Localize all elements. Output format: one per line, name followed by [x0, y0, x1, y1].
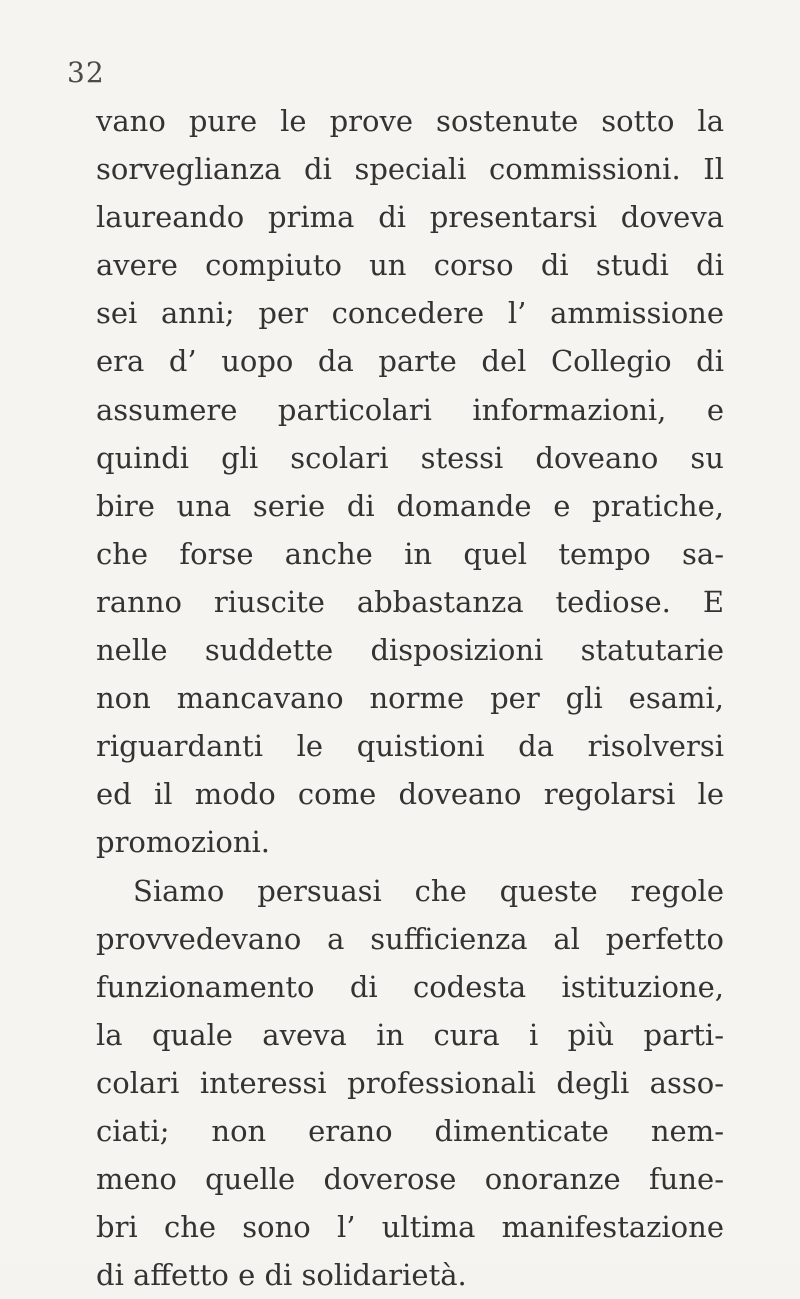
text-line: assumere particolari informazioni, e: [96, 392, 724, 427]
text-line: laureando prima di presentarsi doveva: [96, 200, 724, 235]
text-line: nelle suddette disposizioni statutarie: [96, 633, 724, 668]
text-line: bri che sono l’ ultima manifestazione: [96, 1210, 724, 1245]
text-line: sorveglianza di speciali commissioni. Il: [96, 152, 724, 187]
text-line: la quale aveva in cura i più parti-: [96, 1017, 724, 1052]
text-line: meno quelle doverose onoranze fune-: [96, 1162, 724, 1197]
text-line: colari interessi professionali degli asso-: [96, 1065, 724, 1100]
text-line: ranno riuscite abbastanza tediose. E: [96, 584, 724, 619]
text-line: di affetto e di solidarietà.: [96, 1258, 467, 1293]
text-line: quindi gli scolari stessi doveano su: [96, 440, 724, 475]
text-line: Siamo persuasi che queste regole: [133, 873, 724, 908]
text-line: ciati; non erano dimenticate nem-: [96, 1113, 724, 1148]
text-line: funzionamento di codesta istituzione,: [96, 969, 724, 1004]
text-line: sei anni; per concedere l’ ammissione: [96, 296, 724, 331]
text-line: avere compiuto un corso di studi di: [96, 248, 724, 283]
text-line: vano pure le prove sostenute sotto la: [96, 104, 724, 138]
text-line: promozioni.: [96, 825, 271, 860]
text-line: non mancavano norme per gli esami,: [96, 681, 724, 716]
text-line: bire una serie di domande e pratiche,: [96, 488, 724, 523]
text-line: era d’ uopo da parte del Collegio di: [96, 344, 724, 379]
text-line: ed il modo come doveano regolarsi le: [96, 777, 724, 812]
text-line: provvedevano a sufficienza al perfetto: [96, 921, 724, 956]
page-number: 32: [67, 56, 105, 89]
text-line: riguardanti le quistioni da risolversi: [96, 729, 724, 764]
body-text: [96, 97, 724, 1299]
text-line: che forse anche in quel tempo sa-: [96, 536, 724, 571]
